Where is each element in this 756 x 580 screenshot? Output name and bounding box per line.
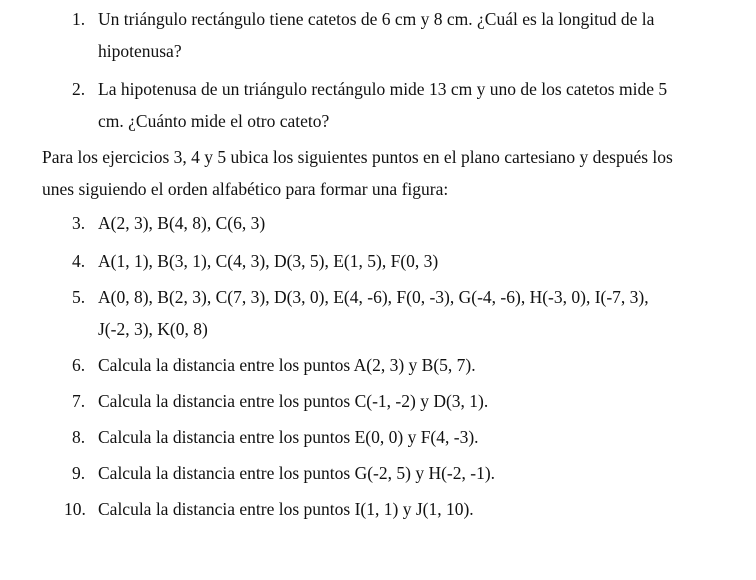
item-text-line: Un triángulo rectángulo tiene catetos de 6 cm y 8 cm. ¿Cuál es la longitud de la bbox=[98, 9, 655, 29]
item-number: 5. bbox=[72, 287, 86, 307]
item-number: 4. bbox=[72, 251, 86, 271]
item-text-line: hipotenusa? bbox=[98, 41, 182, 61]
item-number: 3. bbox=[72, 213, 86, 233]
item-number: 9. bbox=[72, 463, 86, 483]
instruction-line: Para los ejercicios 3, 4 y 5 ubica los siguientes puntos en el plano cartesiano y después los bbox=[42, 147, 673, 167]
item-text-line: Calcula la distancia entre los puntos E(0, 0) y F(4, -3). bbox=[98, 427, 479, 447]
item-text-line: Calcula la distancia entre los puntos I(1, 1) y J(1, 10). bbox=[98, 499, 474, 519]
item-number: 2. bbox=[72, 79, 86, 99]
instruction-line: unes siguiendo el orden alfabético para formar una figura: bbox=[42, 179, 449, 199]
item-text-line: cm. ¿Cuánto mide el otro cateto? bbox=[98, 111, 330, 131]
item-text-line: Calcula la distancia entre los puntos G(-2, 5) y H(-2, -1). bbox=[98, 463, 496, 483]
item-text-line: A(2, 3), B(4, 8), C(6, 3) bbox=[98, 213, 266, 233]
item-text-line: A(0, 8), B(2, 3), C(7, 3), D(3, 0), E(4, -6), F(0, -3), G(-4, -6), H(-3, 0), I(-7, 3), bbox=[98, 287, 649, 307]
item-number: 1. bbox=[72, 9, 86, 29]
item-text-line: J(-2, 3), K(0, 8) bbox=[98, 319, 208, 339]
item-text-line: Calcula la distancia entre los puntos C(-1, -2) y D(3, 1). bbox=[98, 391, 489, 411]
item-number: 8. bbox=[72, 427, 86, 447]
item-text-line: A(1, 1), B(3, 1), C(4, 3), D(3, 5), E(1, 5), F(0, 3) bbox=[98, 251, 439, 271]
item-text-line: Calcula la distancia entre los puntos A(2, 3) y B(5, 7). bbox=[98, 355, 476, 375]
item-number: 7. bbox=[72, 391, 86, 411]
item-number: 6. bbox=[72, 355, 86, 375]
item-number: 10. bbox=[64, 499, 86, 519]
item-text-line: La hipotenusa de un triángulo rectángulo mide 13 cm y uno de los catetos mide 5 bbox=[98, 79, 668, 99]
